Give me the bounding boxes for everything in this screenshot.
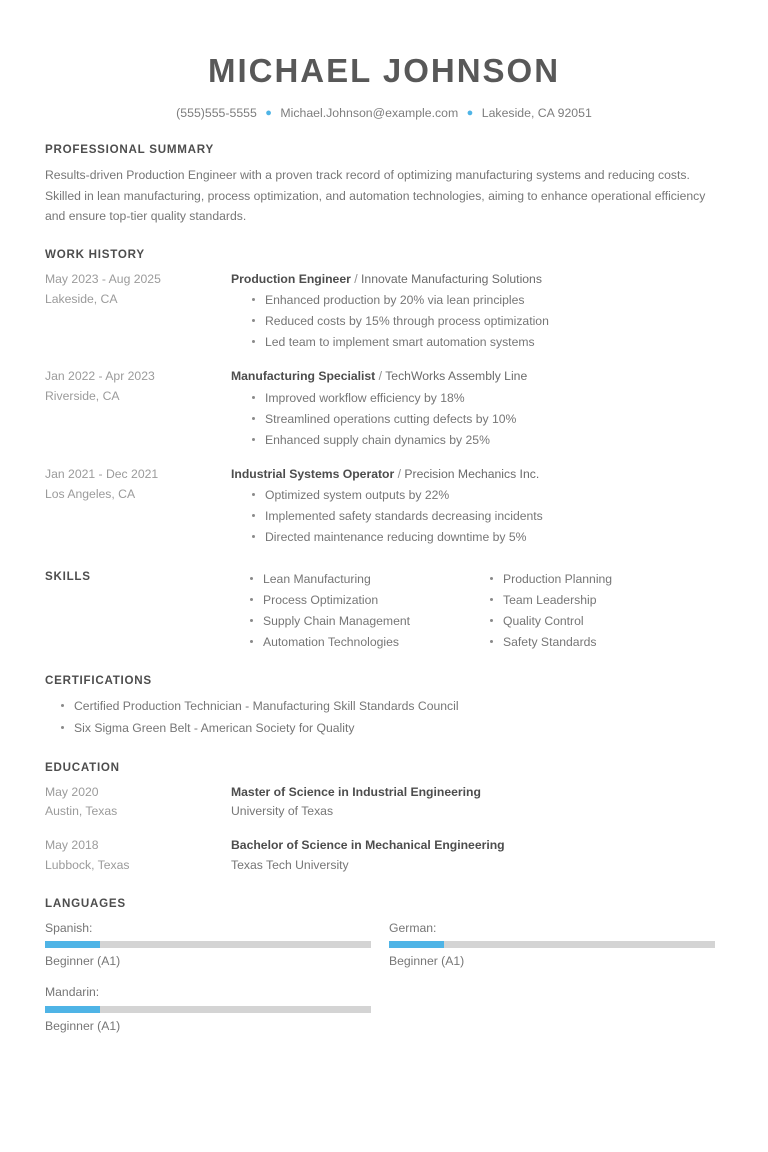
language-name: Mandarin: — [45, 985, 100, 1000]
title-separator: / — [375, 369, 386, 384]
language-proficiency-fill — [45, 1006, 100, 1013]
work-bullet: Enhanced supply chain dynamics by 25% — [251, 430, 723, 451]
section-languages — [45, 897, 723, 1048]
education-entry — [45, 836, 723, 876]
language-proficiency-fill — [45, 941, 100, 948]
work-history-entry — [45, 270, 723, 353]
section-skills — [45, 569, 723, 653]
work-entry-role: Industrial Systems Operator — [231, 466, 395, 481]
work-entry-company: Precision Mechanics Inc. — [404, 466, 540, 481]
education-entry-date: May 2018 — [45, 838, 99, 853]
skills-column-1 — [249, 569, 489, 653]
bullet-separator-icon: ● — [265, 106, 272, 119]
education-entry-meta — [45, 783, 231, 823]
work-entry-meta — [45, 367, 231, 407]
language-proficiency-bar — [389, 941, 715, 948]
work-history-entry — [45, 367, 723, 450]
language-level: Beginner (A1) — [45, 1018, 121, 1033]
education-entry-location: Lubbock, Texas — [45, 857, 130, 872]
title-separator: / — [394, 466, 405, 481]
work-entry-dates: Jan 2022 - Apr 2023 — [45, 369, 155, 384]
language-item — [45, 919, 371, 971]
languages-grid — [45, 919, 723, 1048]
education-entry-location: Austin, Texas — [45, 804, 118, 819]
section-title: LANGUAGES — [45, 896, 126, 910]
education-entry-detail — [231, 836, 723, 876]
education-entry — [45, 783, 723, 823]
education-degree: Bachelor of Science in Mechanical Engineering — [231, 838, 505, 853]
work-entry-role: Production Engineer — [231, 271, 351, 286]
language-item — [45, 983, 371, 1035]
language-proficiency-fill — [389, 941, 444, 948]
language-proficiency-bar — [45, 941, 371, 948]
education-entry-detail — [231, 783, 723, 823]
education-school: University of Texas — [231, 804, 334, 819]
work-entry-location: Lakeside, CA — [45, 291, 118, 306]
skill-item: Production Planning — [489, 569, 729, 590]
certification-item: Six Sigma Green Belt - American Society for Quality — [60, 718, 723, 740]
work-entry-title-line — [231, 270, 723, 290]
skill-item: Lean Manufacturing — [249, 569, 489, 590]
skills-row — [45, 569, 723, 653]
summary-text: Results-driven Production Engineer with a proven track record of optimizing manufacturing systems and reducing costs. Skilled in lean manufacturing, process optimization, and automation technologies, aiming to enhance operational efficiency and ensure top-tier quality standards. — [45, 168, 706, 224]
section-certifications — [45, 674, 723, 739]
section-professional-summary — [45, 143, 723, 227]
candidate-name: MICHAEL JOHNSON — [207, 52, 561, 89]
work-entry-bullets — [231, 485, 723, 548]
title-separator: / — [350, 271, 362, 286]
work-entry-title-line — [231, 367, 723, 387]
work-entry-company: TechWorks Assembly Line — [385, 369, 528, 384]
certifications-list — [45, 696, 723, 739]
work-bullet: Enhanced production by 20% via lean principles — [251, 290, 723, 311]
work-entry-company: Innovate Manufacturing Solutions — [361, 271, 542, 286]
work-bullet: Improved workflow efficiency by 18% — [251, 388, 723, 409]
work-entry-location: Riverside, CA — [45, 389, 120, 404]
section-title: CERTIFICATIONS — [45, 674, 152, 688]
resume-header — [45, 0, 723, 122]
work-bullet: Directed maintenance reducing downtime by 5% — [251, 527, 723, 548]
work-entry-title-line — [231, 465, 723, 485]
work-bullet: Streamlined operations cutting defects by 10% — [251, 409, 723, 430]
section-education — [45, 761, 723, 876]
language-item — [389, 919, 715, 971]
work-entry-detail — [231, 270, 723, 353]
skill-item: Automation Technologies — [249, 632, 489, 653]
work-entry-bullets — [231, 388, 723, 451]
work-bullet: Implemented safety standards decreasing incidents — [251, 506, 723, 527]
skills-columns — [249, 569, 729, 653]
education-degree: Master of Science in Industrial Engineering — [231, 784, 481, 799]
education-school: Texas Tech University — [231, 857, 349, 872]
section-title: PROFESSIONAL SUMMARY — [45, 143, 214, 157]
language-level: Beginner (A1) — [389, 953, 465, 968]
section-work-history — [45, 248, 723, 548]
section-title: EDUCATION — [45, 760, 120, 774]
skill-item: Safety Standards — [489, 632, 729, 653]
contact-location: Lakeside, CA 92051 — [481, 105, 592, 120]
work-bullet: Optimized system outputs by 22% — [251, 485, 723, 506]
work-entry-location: Los Angeles, CA — [45, 486, 136, 501]
work-history-entry — [45, 465, 723, 548]
contact-email: Michael.Johnson@example.com — [280, 105, 459, 120]
skill-item: Quality Control — [489, 611, 729, 632]
bullet-separator-icon: ● — [466, 106, 474, 119]
work-entry-bullets — [231, 290, 723, 353]
contact-line — [45, 105, 723, 122]
work-bullet: Reduced costs by 15% through process optimization — [251, 311, 723, 332]
contact-phone: (555)555-5555 — [176, 105, 257, 120]
education-entry-meta — [45, 836, 231, 876]
language-name: Spanish: — [45, 920, 93, 935]
skill-item: Supply Chain Management — [249, 611, 489, 632]
skill-item: Process Optimization — [249, 590, 489, 611]
section-title: WORK HISTORY — [45, 247, 145, 261]
language-name: German: — [389, 920, 437, 935]
work-entry-detail — [231, 367, 723, 450]
skills-column-2 — [489, 569, 729, 653]
work-entry-dates: May 2023 - Aug 2025 — [45, 271, 161, 286]
work-bullet: Led team to implement smart automation systems — [251, 332, 723, 353]
work-entry-meta — [45, 270, 231, 310]
work-entry-dates: Jan 2021 - Dec 2021 — [45, 466, 159, 481]
skill-item: Team Leadership — [489, 590, 729, 611]
language-proficiency-bar — [45, 1006, 371, 1013]
section-title: SKILLS — [45, 570, 91, 584]
education-entry-date: May 2020 — [45, 784, 99, 799]
work-entry-detail — [231, 465, 723, 548]
work-entry-meta — [45, 465, 231, 505]
work-entry-role: Manufacturing Specialist — [231, 369, 376, 384]
certification-item: Certified Production Technician - Manufacturing Skill Standards Council — [60, 696, 723, 718]
language-level: Beginner (A1) — [45, 953, 121, 968]
